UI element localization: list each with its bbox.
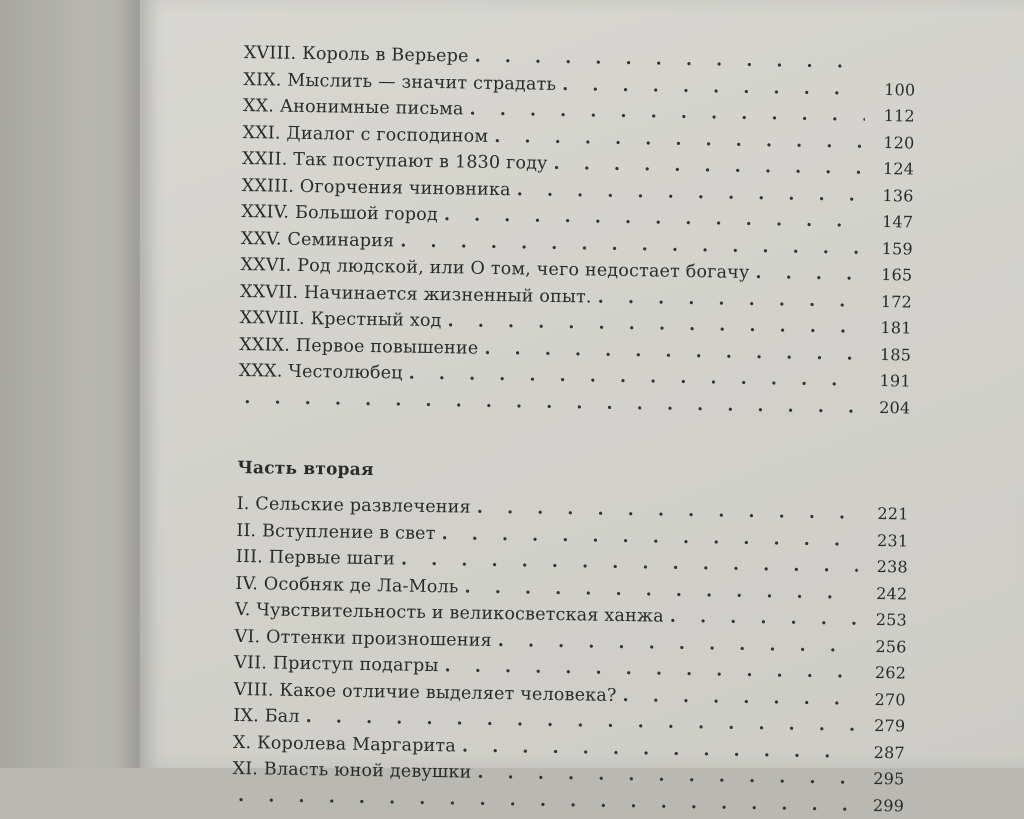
toc-entry-page: 221 bbox=[877, 504, 909, 524]
toc-entry-page: 231 bbox=[876, 530, 909, 550]
toc-entry-title: XXX. Честолюбец bbox=[238, 360, 403, 384]
toc-entry-page: 191 bbox=[879, 371, 911, 391]
toc-entry-title: XIX. Мыслить — значит страдать bbox=[243, 69, 557, 95]
toc-entry-page: 242 bbox=[876, 583, 908, 603]
toc-entry-title: XXIII. Огорчения чиновника bbox=[241, 175, 511, 200]
leader-dots bbox=[755, 260, 862, 288]
toc-entry-title: V. Чувствительность и великосветская ханжа bbox=[234, 599, 665, 627]
toc-entry-title: XXIV. Большой город bbox=[241, 201, 439, 226]
toc-entry-title: XX. Анонимные письма bbox=[242, 95, 464, 120]
toc-entry-page: 295 bbox=[873, 768, 905, 789]
toc-entry-title: XXVIII. Крестный ход bbox=[239, 307, 442, 332]
toc-entry-title: XVIII. Король в Верьере bbox=[243, 42, 469, 67]
toc-entry-title: IX. Бал bbox=[233, 705, 300, 727]
toc-entry-title: XXIX. Первое повышение bbox=[239, 334, 479, 359]
toc-entry-page: 287 bbox=[873, 742, 906, 762]
toc-entry-page: 262 bbox=[874, 662, 907, 683]
toc-entry-page: 238 bbox=[876, 557, 908, 577]
toc-entry-title: VI. Оттенки произношения bbox=[234, 626, 492, 651]
toc-entry-page: 204 bbox=[879, 397, 911, 418]
toc-section-part-one bbox=[238, 40, 916, 422]
toc-entry-title: X. Королева Маргарита bbox=[232, 732, 457, 756]
toc-entry-title: XXVI. Род людской, или О том, чего недостает богачу bbox=[240, 254, 750, 283]
toc-entry-page: 147 bbox=[881, 212, 914, 232]
toc-entry-title: VIII. Какое отличие выделяет человека? bbox=[233, 679, 617, 706]
toc-entry-page: 279 bbox=[874, 715, 906, 736]
toc-entry-page: 100 bbox=[884, 79, 916, 100]
toc-entry-title: I. Сельские развлечения bbox=[236, 493, 471, 518]
toc-entry-page bbox=[872, 68, 916, 69]
toc-entry-page: 185 bbox=[879, 344, 912, 365]
book-page bbox=[140, 0, 1024, 815]
toc-entry-page: 159 bbox=[881, 238, 913, 259]
toc-entry-page: 124 bbox=[882, 159, 915, 179]
toc-entry-title: XXI. Диалог с господином bbox=[242, 122, 489, 147]
toc-section-part-two bbox=[232, 455, 909, 819]
book-gutter-shadow bbox=[118, 0, 158, 768]
toc-entry-page: 270 bbox=[874, 689, 906, 709]
leader-dots bbox=[670, 604, 858, 633]
toc-entry-page: 299 bbox=[872, 795, 905, 815]
toc-entry-page: 136 bbox=[882, 185, 914, 206]
toc-entry-title: XXII. Так поступают в 1830 году bbox=[241, 148, 548, 174]
toc-entry-title: III. Первые шаги bbox=[235, 546, 396, 570]
toc-entry-page: 120 bbox=[883, 132, 915, 153]
part-heading: Часть вторая bbox=[237, 457, 374, 481]
toc-entry-title: VII. Приступ подагры bbox=[234, 652, 439, 677]
leader-dots bbox=[622, 683, 856, 713]
toc-entry-page: 256 bbox=[875, 636, 907, 656]
toc-entry-page: 112 bbox=[883, 106, 916, 126]
toc-entry-title: XI. Власть юной девушки bbox=[232, 758, 472, 783]
toc-entry-page: 181 bbox=[880, 318, 912, 338]
toc-entry-page: 172 bbox=[880, 291, 913, 312]
toc-entry-title: XXVII. Начинается жизненный опыт. bbox=[239, 281, 592, 307]
toc-entry-title: IV. Особняк де Ла-Моль bbox=[235, 573, 459, 597]
toc-entry-page: 165 bbox=[881, 265, 913, 285]
table-of-contents bbox=[232, 40, 916, 819]
toc-entry-title: XXV. Семинария bbox=[240, 228, 395, 251]
toc-entry-title: II. Вступление в свет bbox=[236, 520, 436, 544]
leader-dots bbox=[598, 284, 863, 315]
toc-entry-page: 253 bbox=[875, 609, 908, 630]
